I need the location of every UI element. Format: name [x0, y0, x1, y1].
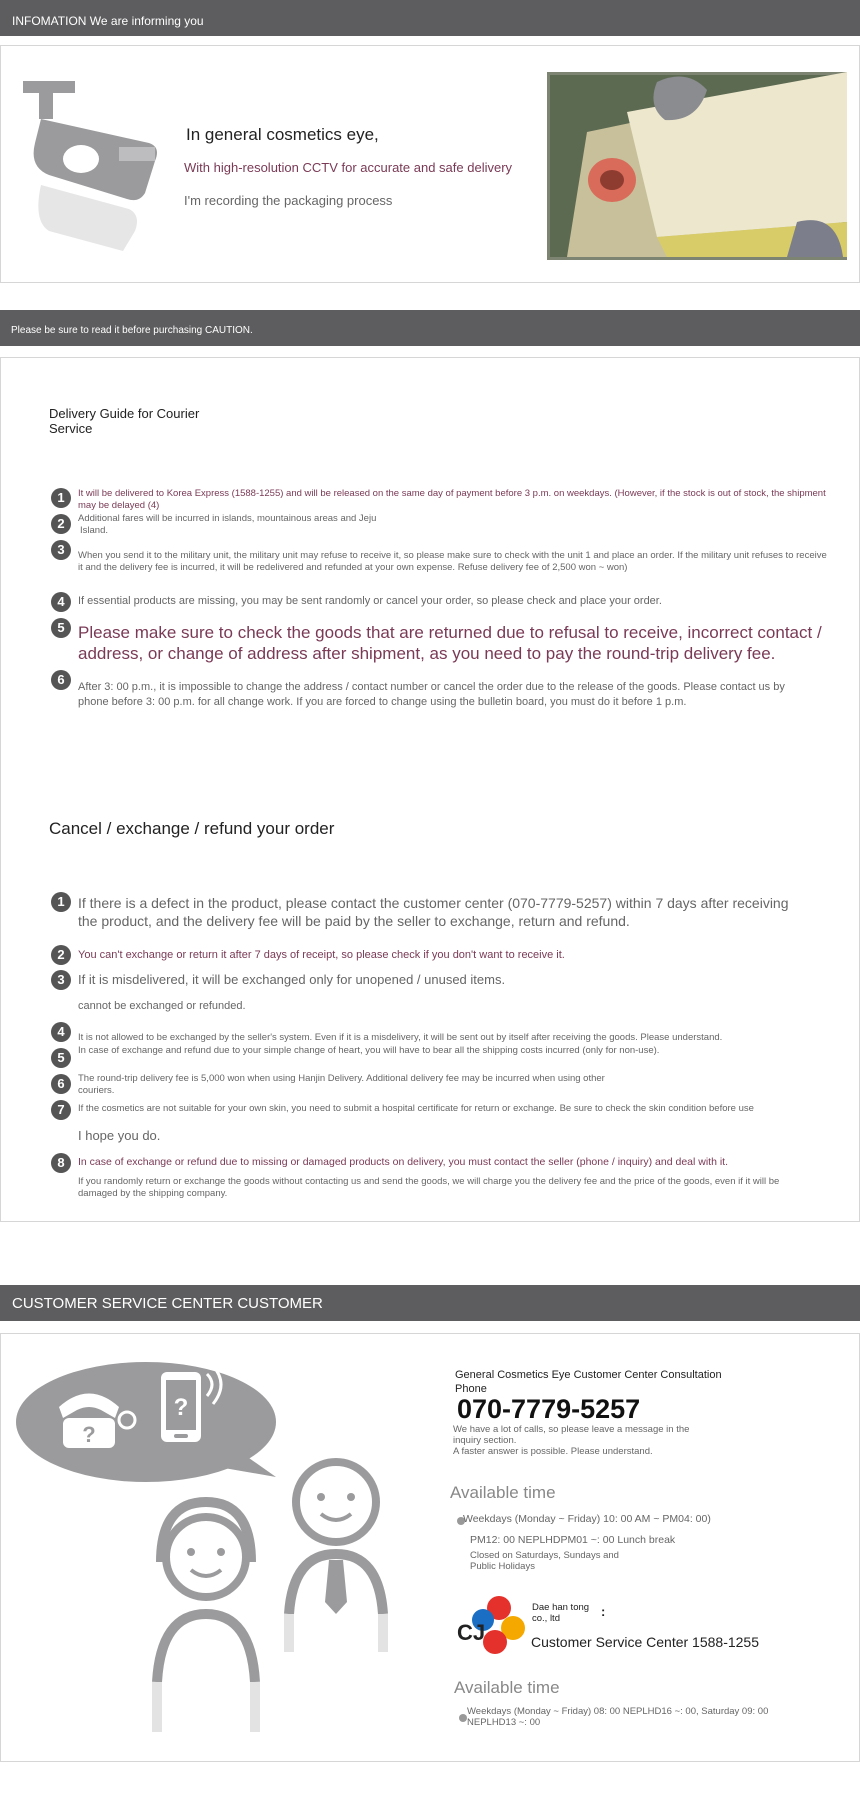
cancel-item-number-1: 1 — [51, 892, 71, 912]
delivery-guide-title-line-1: Delivery Guide for Courier — [49, 406, 200, 421]
available-closed-line-1: Closed on Saturdays, Sundays and — [470, 1550, 619, 1561]
cancel-item-text-5: In case of exchange and refund due to your simple change of heart, you will have to bear all the shipping costs incurred (only for non-use). — [78, 1045, 660, 1056]
cancel-item-text-7: If the cosmetics are not suitable for your own skin, you need to submit a hospital certificate for return or exchange. Be sure to check the skin condition before use — [78, 1103, 754, 1114]
cj-colon: : — [601, 1604, 606, 1619]
customer-support-illustration — [11, 1352, 411, 1747]
cancel-item-text-3: If it is misdelivered, it will be exchanged only for unopened / unused items. — [78, 972, 506, 987]
consult-note — [453, 1424, 689, 1457]
consult-note-line-1: We have a lot of calls, so please leave a message in the — [453, 1424, 690, 1435]
intro-line-2: With high-resolution CCTV for accurate and safe delivery — [184, 160, 513, 175]
delivery-guide-title — [49, 406, 199, 436]
cj-company-line-1: Dae han tong — [532, 1602, 590, 1613]
cancel-title: Cancel / exchange / refund your order — [49, 819, 335, 838]
available-time-title-1: Available time — [450, 1483, 556, 1502]
svg-text:?: ? — [173, 1394, 189, 1421]
available-weekdays-2-line-2: NEPLHD13 ~: 00 — [467, 1717, 541, 1728]
cancel-item-text-6 — [78, 1073, 605, 1098]
caution-bar — [0, 310, 860, 346]
consult-note-line-3: A faster answer is possible. Please understand. — [453, 1446, 653, 1457]
caution-bar-label: Please be sure to read it before purchasing CAUTION. — [11, 325, 253, 336]
cancel-item-text-2: You can't exchange or return it after 7 days of receipt, so please check if you don't want to receive it. — [78, 949, 565, 961]
available-weekdays-2-line-1: Weekdays (Monday ~ Friday) 08: 00 NEPLHD16 ~: 00, Saturday 09: 00 — [467, 1706, 769, 1717]
cj-logo-text: CJ — [457, 1620, 486, 1645]
consult-phone-number[interactable]: 070-7779-5257 — [457, 1394, 641, 1424]
available-weekdays-1: Weekdays (Monday ~ Friday) 10: 00 AM ~ PM04: 00) — [463, 1513, 711, 1525]
available-lunch-break: PM12: 00 NEPLHDPM01 ~: 00 Lunch break — [470, 1534, 676, 1546]
delivery-guide-title-line-2: Service — [49, 421, 93, 436]
cancel-item-3-extra: cannot be exchanged or refunded. — [78, 1000, 246, 1012]
svg-text:?: ? — [82, 1422, 96, 1447]
customer-service-bar-label: CUSTOMER SERVICE CENTER CUSTOMER — [12, 1295, 323, 1312]
cancel-item-7-extra: I hope you do. — [78, 1128, 161, 1143]
delivery-item-text-4: If essential products are missing, you may be sent randomly or cancel your order, so please check and place your order. — [78, 595, 662, 607]
delivery-item-number-2: 2 — [51, 514, 71, 534]
cancel-item-text-4: It is not allowed to be exchanged by the seller's system. Even if it is a misdelivery, it will be sent out by itself after receiving the goods. Please understand. — [78, 1032, 723, 1043]
delivery-item-2-line-2: Island. — [80, 525, 108, 537]
intro-line-3: I'm recording the packaging process — [184, 193, 393, 208]
cancel-item-6-line-2: couriers. — [78, 1085, 115, 1097]
guide-panel — [0, 357, 860, 1222]
cj-company-line-2: co., ltd — [532, 1613, 560, 1624]
cancel-item-text-8: In case of exchange or refund due to missing or damaged products on delivery, you must contact the seller (phone / inquiry) and deal with it. — [78, 1156, 729, 1168]
bullet-dot-icon — [459, 1714, 467, 1722]
cancel-item-number-6: 6 — [51, 1074, 71, 1094]
delivery-item-text-5: Please make sure to check the goods that are returned due to refusal to receive, incorrect contact / address, or change of address after shipment, as you need to pay the round-trip delivery fee. — [78, 623, 822, 663]
delivery-item-text-3: When you send it to the military unit, the military unit may refuse to receive it, so please make sure to check with the unit 1 and place an order. If the military unit refuses to receive it and the delivery fee is incurred, it will be redelivered and refunded at your own expense. Refuse delivery fee of 2,500 won ~ won) — [78, 550, 827, 574]
cancel-item-number-4: 4 — [51, 1022, 71, 1042]
info-bar — [0, 0, 860, 36]
customer-service-bar — [0, 1285, 860, 1321]
cj-company-name — [532, 1602, 589, 1624]
available-closed-line-2: Public Holidays — [470, 1561, 535, 1572]
cj-logo — [455, 1594, 525, 1658]
staff-man-icon — [289, 1462, 383, 1652]
delivery-item-text-2 — [78, 513, 376, 538]
cancel-item-8-extra: If you randomly return or exchange the goods without contacting us and send the goods, we will charge you the delivery fee and the price of the goods, even if it will be damaged by the shipping company. — [78, 1176, 780, 1200]
delivery-item-text-1: It will be delivered to Korea Express (1588-1255) and will be released on the same day of payment before 3 p.m. on weekdays. (However, if the stock is out of stock, the shipment may be delayed (4) — [78, 488, 826, 512]
delivery-item-2-line-1: Additional fares will be incurred in islands, mountainous areas and Jeju — [78, 513, 377, 524]
cancel-item-text-1: If there is a defect in the product, please contact the customer center (070-7779-5257) within 7 days after receiving the product, and the delivery fee will be paid by the seller to exchange, return and refund. — [78, 895, 789, 929]
customer-service-panel — [0, 1333, 860, 1762]
delivery-item-number-1: 1 — [51, 488, 71, 508]
cancel-item-number-2: 2 — [51, 945, 71, 965]
available-weekdays-2 — [467, 1706, 768, 1728]
delivery-item-number-4: 4 — [51, 592, 71, 612]
delivery-item-number-6: 6 — [51, 670, 71, 690]
info-bar-label: INFOMATION We are informing you — [12, 14, 204, 28]
consult-note-line-2: inquiry section. — [453, 1435, 517, 1446]
available-time-title-2: Available time — [454, 1678, 560, 1697]
cancel-item-number-8: 8 — [51, 1153, 71, 1173]
cancel-item-number-3: 3 — [51, 970, 71, 990]
available-closed-days — [470, 1550, 619, 1572]
cancel-item-6-line-1: The round-trip delivery fee is 5,000 won when using Hanjin Delivery. Additional delivery fee may be incurred when using other — [78, 1073, 605, 1084]
operator-woman-icon — [157, 1502, 255, 1732]
speech-bubble-icon — [16, 1362, 276, 1482]
delivery-item-number-3: 3 — [51, 540, 71, 560]
delivery-item-text-6: After 3: 00 p.m., it is impossible to change the address / contact number or cancel the order due to the release of the goods. Please contact us by phone before 3: 00 p.m. for all change work. If you are forced to change using the bulletin board, you must do it before 1 p.m. — [78, 681, 785, 708]
packaging-cctv-image — [547, 72, 847, 260]
cancel-item-number-5: 5 — [51, 1048, 71, 1068]
cj-customer-center: Customer Service Center 1588-1255 — [531, 1634, 760, 1650]
intro-panel — [0, 45, 860, 283]
delivery-item-number-5: 5 — [51, 618, 71, 638]
consult-title-line-1: General Cosmetics Eye Customer Center Consultation — [455, 1369, 722, 1381]
consult-title-line-2: Phone — [455, 1383, 487, 1395]
cancel-item-number-7: 7 — [51, 1100, 71, 1120]
intro-line-1: In general cosmetics eye, — [186, 125, 379, 144]
cctv-camera-icon — [19, 81, 164, 261]
